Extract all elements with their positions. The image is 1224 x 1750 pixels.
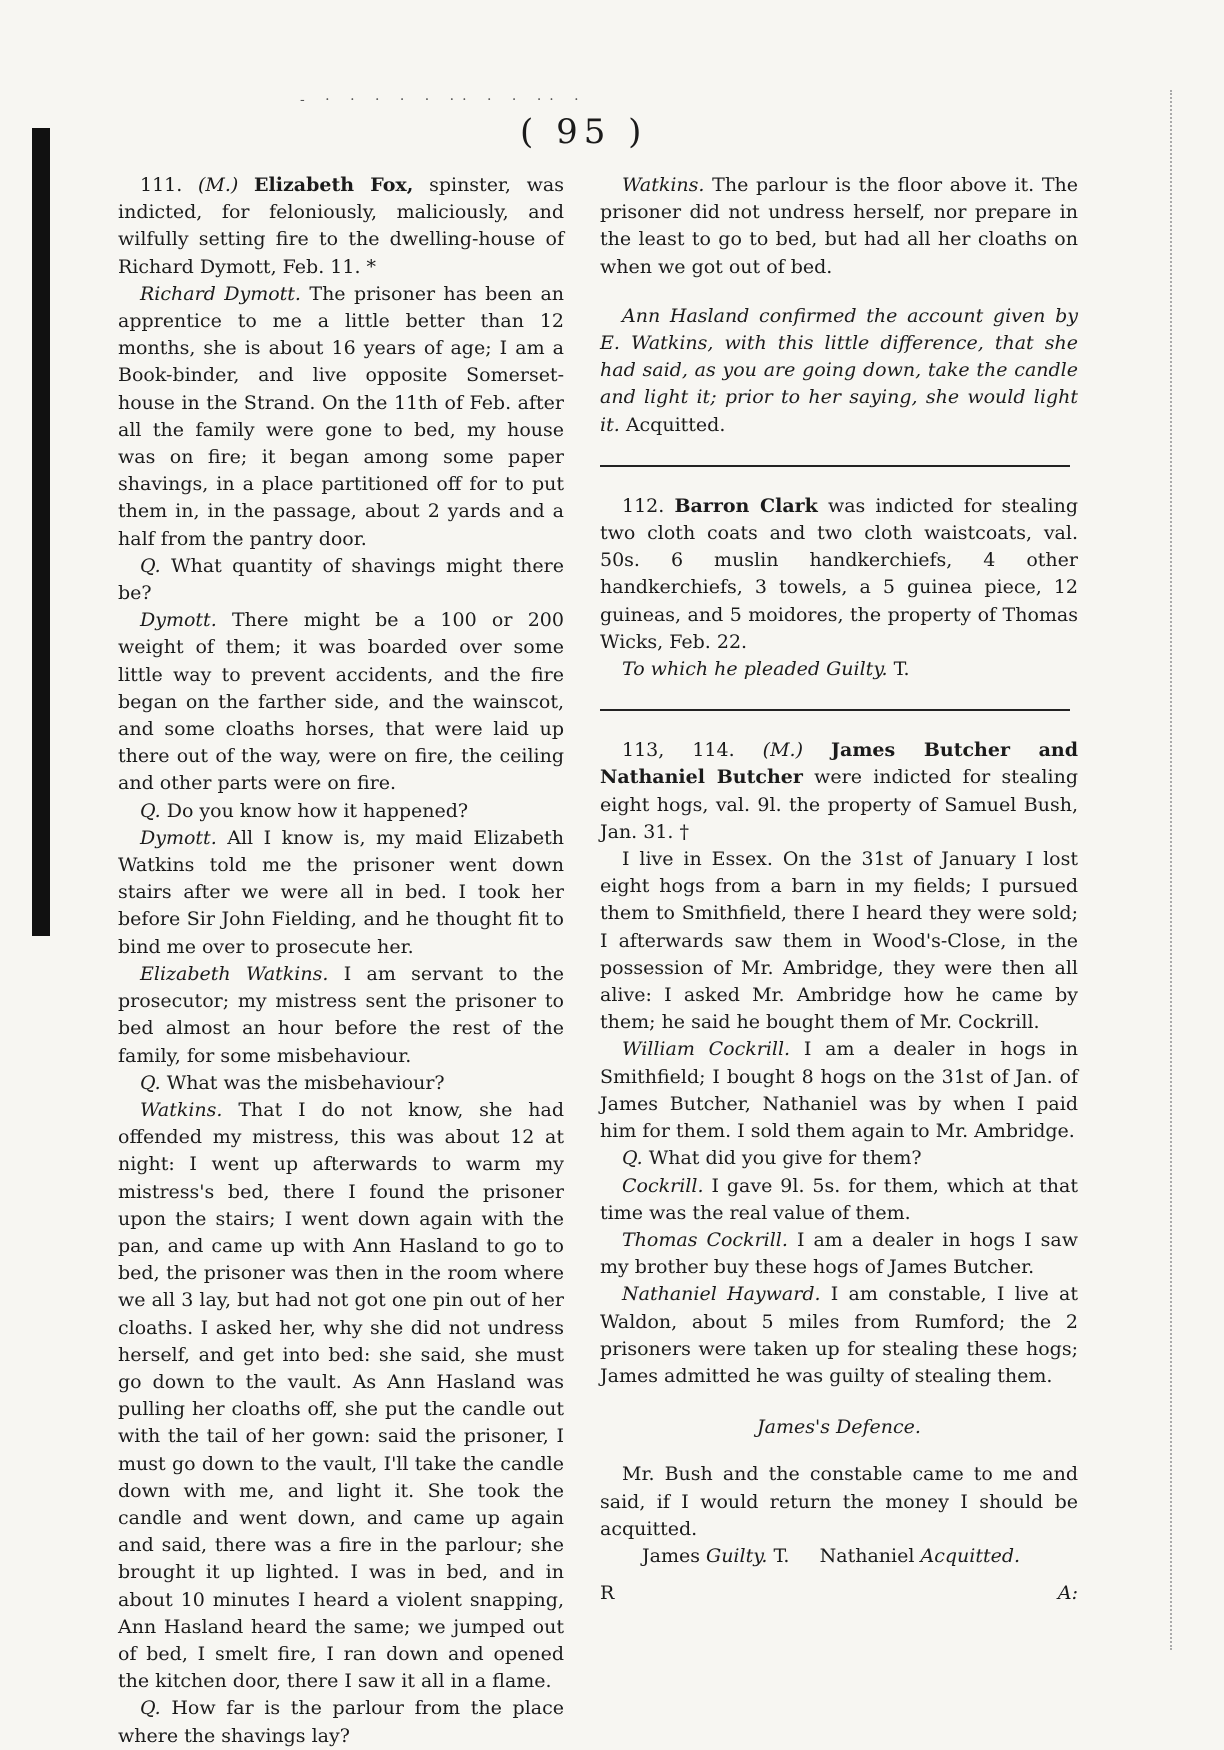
verdict-line: James Guilty. T. Nathaniel Acquitted. [642, 1544, 1021, 1567]
testimony: Watkins. The parlour is the floor above it. The prisoner did not undress herself, nor prepare in the least to go to bed, but had all her cloaths on when we got out of bed. [600, 174, 1078, 278]
scan-specks: - · · · · · ·· · · ·· · [300, 92, 587, 108]
testimony: Richard Dymott. The prisoner has been an apprentice to me a little better than 12 months, she is about 16 years of age; I am a Book-binder, and live opposite Somerset-house in the Strand. On the 11th of Feb. after all the family were gone to bed, my house was on fire; it began among some paper shavings, in a place partitioned off for to put them in, in the passage, about 2 yards and a half from the pantry door. [118, 282, 565, 550]
trial-113-heading: 113, 114. (M.) James Butcher and Nathaniel Butcher were indicted for stealing eight hogs, val. 9l. the property of Samuel Bush, Jan. 31. † [600, 739, 1078, 843]
signature-mark: R [600, 1582, 615, 1604]
testimony: Dymott. There might be a 100 or 200 weight of them; it was boarded over some little way to prevent accidents, and the fire began on the farther side, and the wainscot, and some cloaths horses, that were laid up there out of the way, were on fire, the ceiling and other parts were on fire. [118, 609, 564, 795]
question: Q. How far is the parlour from the place where the shavings lay? [118, 1697, 564, 1747]
summary-note: Ann Hasland confirmed the account given by E. Watkins, with this little difference, that she had said, as you are going down, take the candle and light it; prior to her saying, she would light it. Acquitted. [600, 304, 1078, 436]
testimony: Thomas Cockrill. I am a dealer in hogs I saw my brother buy these hogs of James Butcher. [600, 1228, 1078, 1279]
trial-112-heading: 112. Barron Clark was indicted for stealing two cloth coats and two cloth waistcoats, val. 50s. 6 muslin handkerchiefs, 4 other handkerchiefs, 3 towels, a 5 guinea piece, 12 guineas, and 5 moidores, the property of Thomas Wicks, Feb. 22. [600, 494, 1078, 653]
question: Q. What was the misbehaviour? [140, 1071, 445, 1094]
scan-edge-bar [32, 128, 50, 936]
page-number: ( 95 ) [520, 112, 648, 152]
right-column [600, 172, 1078, 1570]
trial-111-heading: 111. (M.) Elizabeth Fox, spinster, was indicted, for feloniously, maliciously, and wilfully setting fire to the dwelling-house of Richard Dymott, Feb. 11. * [118, 174, 565, 278]
section-divider [600, 709, 1070, 711]
testimony: Elizabeth Watkins. I am servant to the prosecutor; my mistress sent the prisoner to bed almost an hour before the rest of the family, for some misbehaviour. [118, 962, 564, 1067]
testimony: William Cockrill. I am a dealer in hogs in Smithfield; I bought 8 hogs on the 31st of Jan. of James Butcher, Nathaniel was by when I paid him for them. I sold them again to Mr. Ambridge. [600, 1038, 1078, 1143]
testimony: Nathaniel Hayward. I am constable, I live at Waldon, about 5 miles from Rumford; the 2 prisoners were taken up for stealing these hogs; James admitted he was guilty of stealing them. [600, 1283, 1079, 1387]
question: Q. What did you give for them? [622, 1147, 922, 1170]
question: Q. Do you know how it happened? [140, 799, 469, 822]
left-column [118, 172, 564, 1750]
catchword: A: [1057, 1582, 1078, 1604]
testimony: Watkins. That I do not know, she had offended my mistress, this was about 12 at night: I went up afterwards to warm my mistress's bed, there I found the prisoner upon the stairs; I went down again with the pan, and came up with Ann Hasland to go to bed, the prisoner was then in the room where we all 3 lay, but had not got one pin out of her cloaths. I asked her, why she did not undress herself, and get into bed: she said, she must go down to the vault. As Ann Hasland was pulling her cloaths off, she put the candle out with the tail of her gown: said the prisoner, I must go down to the vault, I'll take the candle down with me, and light it. She took the candle and went down, and came up again and said, there was a fire in the parlour; she brought it up lighted. I was in bed, and in about 10 minutes I heard a violent snapping, Ann Hasland heard the same; we jumped out of bed, I smelt fire, I ran down and opened the kitchen door, there I saw it all in a flame. [118, 1098, 564, 1693]
testimony: Dymott. All I know is, my maid Elizabeth Watkins told me the prisoner went down stairs after we were all in bed. I took her before Sir John Fielding, and he thought fit to bind me over to prosecute her. [118, 826, 564, 958]
plea: To which he pleaded Guilty. T. [622, 658, 910, 681]
scan-right-edge [1168, 90, 1172, 1650]
defence-heading: James's Defence. [757, 1416, 921, 1439]
defence-text: Mr. Bush and the constable came to me and said, if I would return the money I should be acquitted. [600, 1463, 1078, 1540]
question: Q. What quantity of shavings might there be? [118, 554, 564, 605]
testimony: I live in Essex. On the 31st of January I lost eight hogs from a barn in my fields; I pursued them to Smithfield, there I heard they were sold; I afterwards saw them in Wood's-Close, in the possession of Mr. Ambridge, they were then all alive: I asked Mr. Ambridge how he came by them; he said he bought them of Mr. Cockrill. [600, 848, 1078, 1034]
testimony: Cockrill. I gave 9l. 5s. for them, which at that time was the real value of them. [600, 1174, 1078, 1224]
section-divider [600, 465, 1070, 467]
